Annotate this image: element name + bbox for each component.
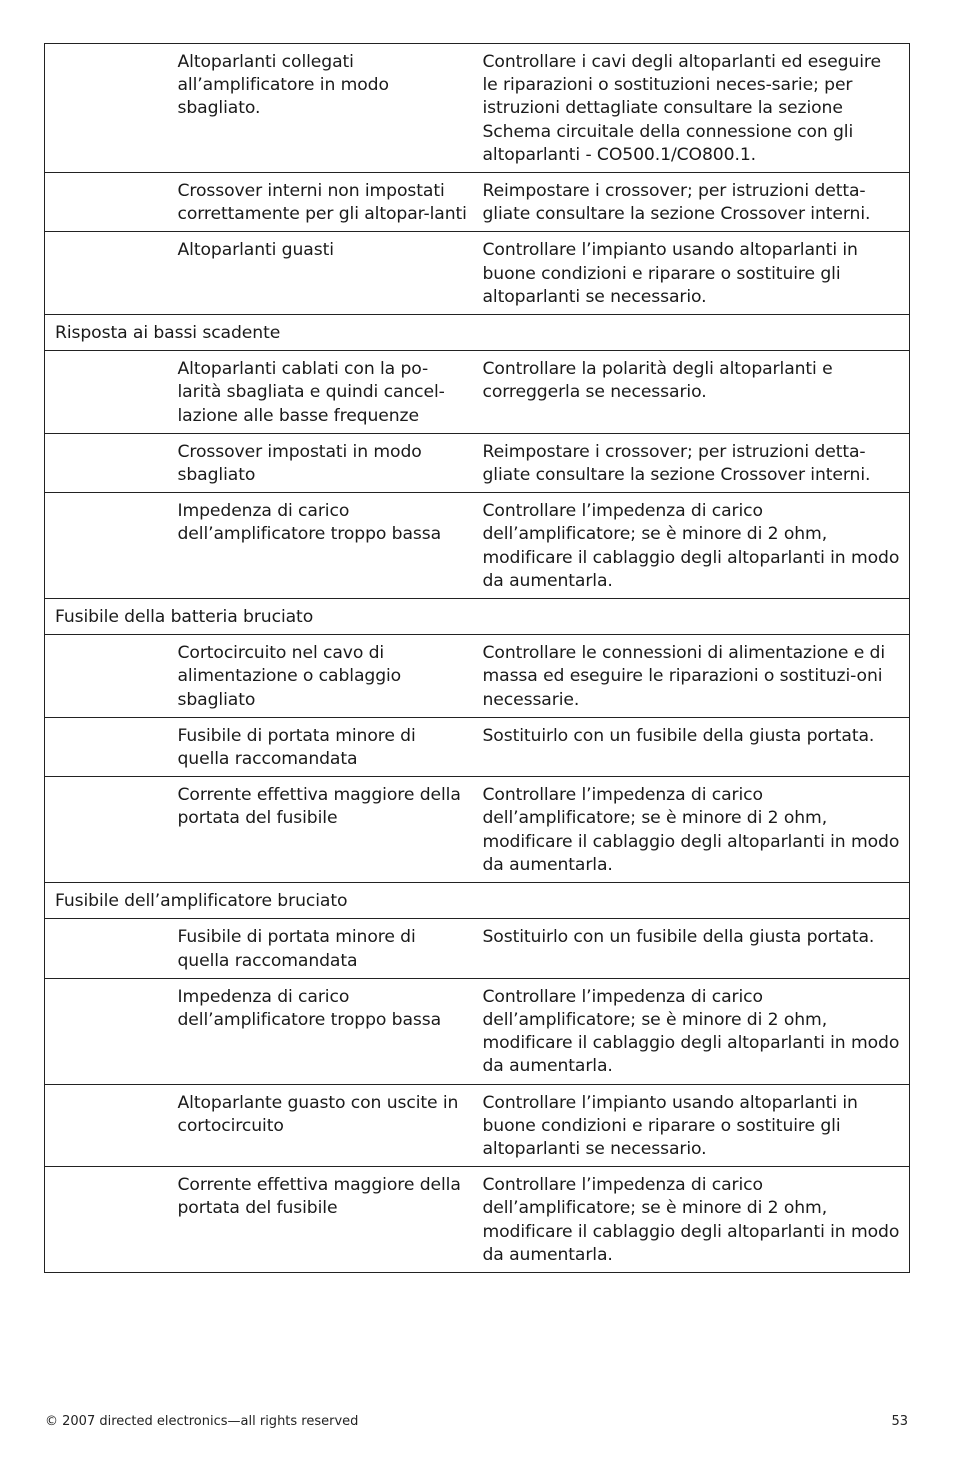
section-row [45,315,910,351]
section-title: Fusibile dell’amplificatore bruciato [45,883,910,919]
solution-cell: Controllare l’impedenza di carico dell’amplificatore; se è minore di 2 ohm, modificare il cablaggio degli altoparlanti in modo da aumentarla. [475,978,910,1084]
table-row [45,777,910,883]
cause-cell: Cortocircuito nel cavo di alimentazione o cablaggio sbagliato [169,635,475,718]
solution-cell: Sostituirlo con un fusibile della giusta portata. [475,919,910,978]
problem-cell [45,351,169,434]
table-row [45,919,910,978]
cause-cell: Fusibile di portata minore di quella raccomandata [169,919,475,978]
troubleshooting-table [44,43,910,1273]
solution-cell: Controllare l’impianto usando altoparlanti in buone condizioni e riparare o sostituire gli altoparlanti se necessario. [475,1084,910,1167]
problem-cell [45,635,169,718]
solution-cell: Reimpostare i crossover; per istruzioni detta-gliate consultare la sezione Crossover interni. [475,433,910,492]
solution-cell: Controllare l’impedenza di carico dell’amplificatore; se è minore di 2 ohm, modificare il cablaggio degli altoparlanti in modo da aumentarla. [475,777,910,883]
cause-cell: Corrente effettiva maggiore della portata del fusibile [169,1167,475,1273]
table-row [45,978,910,1084]
problem-cell [45,493,169,599]
table-row [45,351,910,434]
problem-cell [45,717,169,776]
solution-cell: Controllare l’impianto usando altoparlanti in buone condizioni e riparare o sostituire gli altoparlanti se necessario. [475,232,910,315]
problem-cell [45,44,169,173]
cause-cell: Corrente effettiva maggiore della portata del fusibile [169,777,475,883]
table-row [45,232,910,315]
cause-cell: Altoparlanti cablati con la po-larità sbagliata e quindi cancel-lazione alle basse frequenze [169,351,475,434]
cause-cell: Altoparlanti collegati all’amplificatore in modo sbagliato. [169,44,475,173]
cause-cell: Altoparlante guasto con uscite in cortocircuito [169,1084,475,1167]
cause-cell: Impedenza di carico dell’amplificatore troppo bassa [169,978,475,1084]
problem-cell [45,978,169,1084]
table-row [45,493,910,599]
table-row [45,1084,910,1167]
solution-cell: Controllare la polarità degli altoparlanti e correggerla se necessario. [475,351,910,434]
copyright-text: © 2007 directed electronics—all rights reserved [45,1414,359,1429]
problem-cell [45,1084,169,1167]
section-row [45,599,910,635]
cause-cell: Impedenza di carico dell’amplificatore troppo bassa [169,493,475,599]
table-row [45,635,910,718]
table-row [45,433,910,492]
page-number: 53 [891,1414,908,1429]
cause-cell: Crossover interni non impostati correttamente per gli altopar-lanti [169,173,475,232]
solution-cell: Sostituirlo con un fusibile della giusta portata. [475,717,910,776]
table-row [45,1167,910,1273]
problem-cell [45,777,169,883]
section-title: Fusibile della batteria bruciato [45,599,910,635]
table-row [45,44,910,173]
section-title: Risposta ai bassi scadente [45,315,910,351]
cause-cell: Fusibile di portata minore di quella raccomandata [169,717,475,776]
solution-cell: Controllare l’impedenza di carico dell’amplificatore; se è minore di 2 ohm, modificare il cablaggio degli altoparlanti in modo da aumentarla. [475,493,910,599]
problem-cell [45,1167,169,1273]
solution-cell: Controllare l’impedenza di carico dell’amplificatore; se è minore di 2 ohm, modificare il cablaggio degli altoparlanti in modo da aumentarla. [475,1167,910,1273]
problem-cell [45,919,169,978]
cause-cell: Altoparlanti guasti [169,232,475,315]
problem-cell [45,433,169,492]
solution-cell: Controllare le connessioni di alimentazione e di massa ed eseguire le riparazioni o sostituzi-oni necessarie. [475,635,910,718]
solution-cell: Reimpostare i crossover; per istruzioni detta-gliate consultare la sezione Crossover interni. [475,173,910,232]
problem-cell [45,232,169,315]
cause-cell: Crossover impostati in modo sbagliato [169,433,475,492]
table-row [45,717,910,776]
solution-cell: Controllare i cavi degli altoparlanti ed eseguire le riparazioni o sostituzioni neces-sarie; per istruzioni dettagliate consultare la sezione Schema circuitale della connessione con gli altoparlanti - CO500.1/CO800.1. [475,44,910,173]
section-row [45,883,910,919]
problem-cell [45,173,169,232]
table-row [45,173,910,232]
